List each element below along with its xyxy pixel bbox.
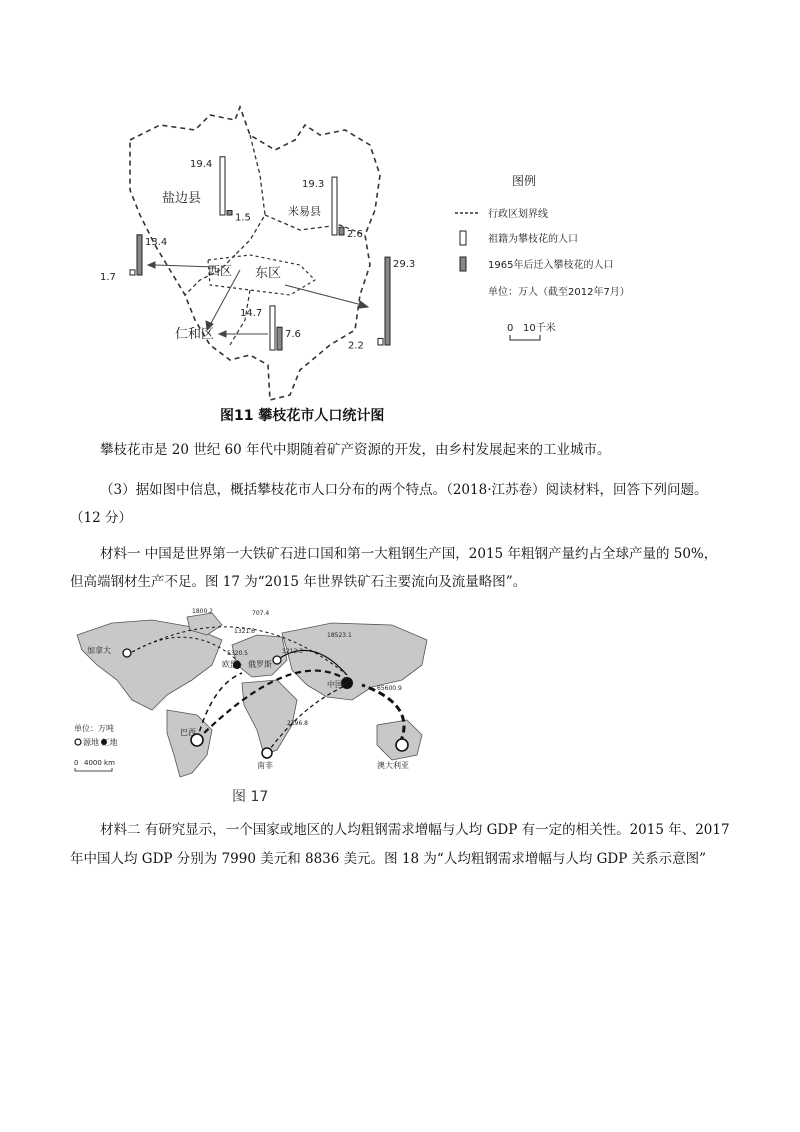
native-population-bar bbox=[220, 157, 225, 215]
scale-bar bbox=[510, 335, 540, 340]
legend-unit: 单位：万人（截至2012年7月） bbox=[488, 287, 630, 298]
migrant-population-bar bbox=[227, 211, 232, 216]
population-map bbox=[100, 95, 700, 425]
question-3-line2: （12 分） bbox=[70, 510, 132, 526]
migrant-value-label: 13.4 bbox=[145, 236, 168, 248]
native-population-bar bbox=[332, 177, 337, 235]
native-value-label: 1.7 bbox=[100, 271, 116, 283]
material-2-line1: 材料二 有研究显示，一个国家或地区的人均粗钢需求增幅与人均 GDP 有一定的相关性。2015 年、2017 bbox=[100, 822, 730, 838]
flow-value: 2396.8 bbox=[287, 720, 308, 727]
flow-value: 5320.5 bbox=[227, 650, 248, 657]
legend-migrant-label: 1965年后迁入攀枝花的人口 bbox=[488, 260, 614, 271]
flow-value: 3212.3 bbox=[282, 648, 303, 655]
leader-arrow bbox=[285, 285, 362, 305]
origin-symbol bbox=[75, 739, 81, 745]
district-label: 仁和区 bbox=[175, 327, 215, 342]
legend-origin-dest: 源地 汇地 bbox=[83, 738, 118, 747]
place-label: 中国 bbox=[327, 680, 343, 689]
figure-caption: 图11 攀枝花市人口统计图 bbox=[220, 408, 385, 424]
flow-value: 707.4 bbox=[252, 610, 270, 617]
intro-paragraph: 攀枝花市是 20 世纪 60 年代中期随着矿产资源的开发，由乡村发展起来的工业城市。 bbox=[100, 442, 611, 458]
figure-17 bbox=[72, 605, 452, 810]
place-label: 欧盟 bbox=[222, 660, 238, 669]
native-population-bar bbox=[378, 338, 383, 345]
native-value-label: 14.7 bbox=[240, 307, 263, 319]
legend bbox=[455, 173, 630, 340]
native-value-label: 2.2 bbox=[348, 340, 364, 352]
legend-native-symbol bbox=[460, 231, 466, 245]
russia-origin-marker bbox=[273, 656, 281, 664]
arrow-head bbox=[219, 331, 226, 337]
material-1-line1: 材料一 中国是世界第一大铁矿石进口国和第一大粗钢生产国，2015 年粗钢产量约占全球产量的 50%， bbox=[100, 546, 718, 562]
place-label: 加拿大 bbox=[87, 646, 111, 655]
migrant-population-bar bbox=[339, 227, 344, 235]
migrant-population-bar bbox=[385, 257, 390, 345]
scale-zero: 0 bbox=[74, 759, 79, 767]
legend-title: 图例 bbox=[512, 174, 537, 188]
migrant-value-label: 7.6 bbox=[285, 329, 301, 341]
scale-zero: 0 bbox=[507, 323, 514, 334]
place-label: 南非 bbox=[257, 761, 273, 770]
figure-caption: 图 17 bbox=[232, 789, 269, 805]
legend-native-label: 祖籍为攀枝花的人口 bbox=[488, 234, 578, 245]
native-value-label: 19.3 bbox=[302, 179, 325, 191]
material-1-line2: 但高端钢材生产不足。图 17 为“2015 年世界铁矿石主要流向及流量略图”。 bbox=[70, 574, 527, 590]
place-label: 俄罗斯 bbox=[248, 660, 272, 669]
legend-boundary-label: 行政区划界线 bbox=[488, 209, 548, 220]
material-2-line2: 年中国人均 GDP 分别为 7990 美元和 8836 美元。图 18 为“人均粗钢需求增幅与人均 GDP 关系示意图” bbox=[70, 851, 706, 867]
place-label: 澳大利亚 bbox=[377, 761, 409, 770]
iron-ore-flow-map bbox=[72, 605, 452, 810]
migrant-value-label: 2.6 bbox=[347, 229, 363, 241]
leader-arrow bbox=[155, 265, 215, 267]
migrant-population-bar bbox=[137, 235, 142, 275]
migrant-value-label: 29.3 bbox=[393, 259, 416, 271]
migrant-population-bar bbox=[277, 327, 282, 350]
legend-migrant-symbol bbox=[460, 257, 466, 271]
scale-label: 10千米 bbox=[523, 323, 556, 334]
figure-11 bbox=[100, 95, 700, 425]
native-population-bar bbox=[270, 306, 275, 350]
arrow-head bbox=[148, 262, 155, 268]
migrant-value-label: 1.5 bbox=[235, 212, 251, 224]
canada-origin-marker bbox=[123, 649, 131, 657]
district-boundary bbox=[235, 135, 265, 255]
south-africa-origin-marker bbox=[262, 748, 272, 758]
native-value-label: 19.4 bbox=[190, 158, 213, 170]
flow-value: 1321.6 bbox=[234, 628, 255, 635]
native-population-bar bbox=[130, 270, 135, 275]
district-label: 东区 bbox=[255, 266, 282, 281]
arrow-head bbox=[359, 301, 368, 308]
leader-arrow bbox=[210, 270, 240, 325]
city-boundary bbox=[130, 107, 380, 400]
district-label: 西区 bbox=[208, 264, 233, 278]
flow-value: 18523.1 bbox=[327, 632, 352, 639]
flow-value: 65600.9 bbox=[377, 685, 402, 692]
australia-origin-marker bbox=[396, 739, 408, 751]
scale-label: 4000 km bbox=[84, 759, 115, 767]
legend-unit: 单位：万吨 bbox=[74, 724, 114, 733]
district-label: 盐边县 bbox=[162, 191, 202, 206]
place-label: 巴西 bbox=[180, 728, 196, 737]
question-3-line1: （3）据如图中信息，概括攀枝花市人口分布的两个特点。（2018·江苏卷）阅读材料，回答下列问题。 bbox=[100, 482, 708, 498]
district-label: 米易县 bbox=[288, 205, 321, 218]
flow-value: 1800.2 bbox=[192, 608, 213, 615]
